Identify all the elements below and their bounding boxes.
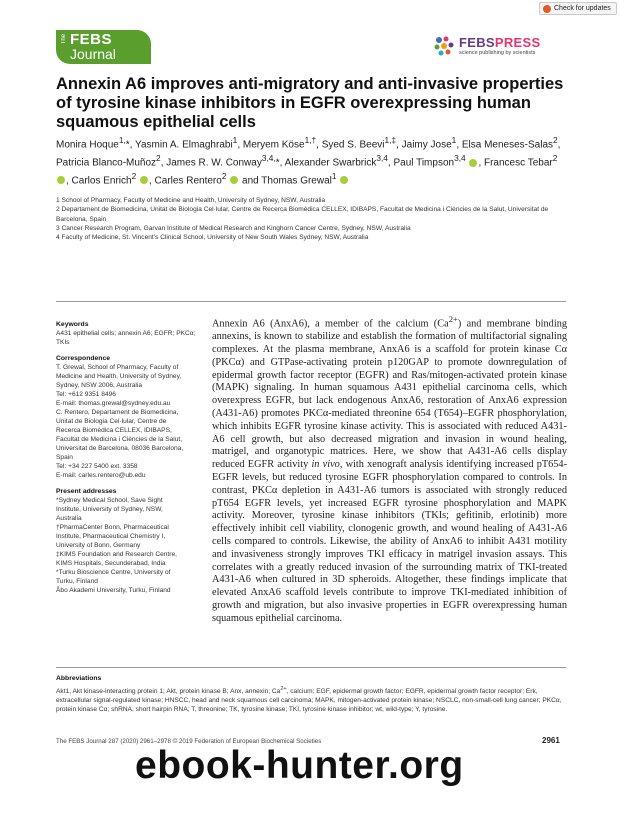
author-list: Monira Hoque$^{1,}$*, Yasmin A. Elmaghrabi$^1$, Meryem Köse$^{1,\dagger}$, Syed S. Beevi$^{1,\ddagger}$, Jaimy Jose$^1$, Elsa Meneses-Salas$^2$, Patricia Blanco-Muñoz$^2$, James R. W. Conway$^{3,4,}$*, Alexander Swarbrick$^{3,4}$, Paul Timpson$^{3,4}$ , Francesc Tebar$^2$ , Carlos Enrich$^2$ , Carles Rentero$^2$ and Thomas Grewal$^1$ xyxy=(56,135,561,186)
correspondence-block xyxy=(56,354,206,480)
watermark-text: ebook-hunter.org xyxy=(135,744,464,787)
correspondence-line: E-mail: carles.rentero@ub.edu xyxy=(56,472,146,479)
present-address-line: Institute, University of Sydney, NSW, xyxy=(56,506,163,513)
present-address-line: *Turku Bioscience Centre, University of xyxy=(56,569,171,576)
article-title: Annexin A6 improves anti-migratory and anti-invasive properties of tyrosine kinase inhibitors in EGFR overexpressing human squamous epithelial cells xyxy=(56,75,564,131)
present-address-line: Turku, Finland xyxy=(56,578,98,585)
correspondence-heading: Correspondence xyxy=(56,355,111,362)
abbreviations-text: Akt1, Akt kinase-interacting protein 1; Akt, protein kinase B; Anx, annexin; $Ca^{2+}$, calcium; EGF, epidermal growth factor; EGFR, epidermal growth factor receptor; Erk, extracellular signal-regulated kinase; HNSCC, head and neck squamous cell carcinoma; MAPK, mitogen-activated protein kinase; NSCLC, non-small-cell lung cancer; PKCα, protein kinase Cα; shRNA, short hairpin RNA; T, threonine; TK, tyrosine kinase; TKI, tyrosine kinase inhibitor; wt, wild-type; Y, tyrosine. xyxy=(56,686,562,714)
febs-journal-logo: The FEBS Journal xyxy=(56,30,151,64)
febs-press-logo: FEBSPRESS science publishing by scientists xyxy=(433,35,573,59)
present-address-line: *Sydney Medical School, Save Sight xyxy=(56,497,163,504)
correspondence-line: Facultat de Medicina i Ciències de la Salut, xyxy=(56,436,183,443)
present-address-line: Institute, Pharmaceutical Chemistry I, xyxy=(56,533,166,540)
footer-citation: The FEBS Journal 287 (2020) 2961–2978 © 2019 Federation of European Biochemical Societies xyxy=(56,738,322,745)
divider xyxy=(56,301,566,302)
correspondence-line: Recerca Biomèdica CELLEX, IDIBAPS, xyxy=(56,427,172,434)
correspondence-line: Universitat de Barcelona, 08036 Barcelona, xyxy=(56,445,184,452)
affiliation-3: 3 Cancer Research Program, Garvan Institute of Medical Research and Kinghorn Cancer Centre, Sydney, NSW, Australia xyxy=(56,224,411,232)
correspondence-line: Unitat de Biologia Cel·lular, Centre de xyxy=(56,418,167,425)
affiliation-2: 2 Departament de Biomedicina, Unitat de Biologia Cel·lular, Centre de Recerca Biomèdica CELLEX, IDIBAPS, Facultat de Medicina i Ciències de la Salut, Universitat de Barcelona, Spain xyxy=(56,206,549,223)
refresh-icon xyxy=(543,5,551,13)
present-addresses-heading: Present addresses xyxy=(56,488,117,495)
present-addresses-lines xyxy=(56,496,206,595)
correspondence-line: T. Grewal, School of Pharmacy, Faculty of xyxy=(56,364,179,371)
present-address-line: †PharmaCenter Bonn, Pharmaceutical xyxy=(56,524,169,531)
present-address-line: Australia xyxy=(56,515,82,522)
correspondence-line: Medicine and Health, University of Sydney, xyxy=(56,373,182,380)
divider xyxy=(56,667,566,668)
page-number: 2961 xyxy=(542,736,560,745)
correspondence-line: Sydney, NSW 2006, Australia xyxy=(56,382,143,389)
sidebar xyxy=(56,320,206,602)
affiliations xyxy=(56,196,576,242)
present-address-line: University of Bonn, Germany xyxy=(56,542,141,549)
febs-press-dots-icon xyxy=(433,35,455,57)
check-for-updates-label: Check for updates xyxy=(554,5,611,12)
correspondence-lines xyxy=(56,363,206,480)
present-address-line: Åbo Akademi University, Turku, Finland xyxy=(56,587,171,594)
correspondence-line: Spain xyxy=(56,454,73,461)
keywords-heading: Keywords xyxy=(56,321,89,328)
present-address-line: ‡KIMS Foundation and Research Centre, xyxy=(56,551,177,558)
abbreviations-heading: Abbreviations xyxy=(56,675,102,682)
present-addresses-block xyxy=(56,487,206,595)
present-address-line: KIMS Hospitals, Secunderabad, India xyxy=(56,560,166,567)
correspondence-line: Tel: +612 9351 8496 xyxy=(56,391,116,398)
affiliation-1: 1 School of Pharmacy, Faculty of Medicine and Health, University of Sydney, NSW, Australia xyxy=(56,197,326,204)
keywords-text: A431 epithelial cells; annexin A6; EGFR; PKCα; TKIs xyxy=(56,330,196,346)
correspondence-line: E-mail: thomas.grewal@sydney.edu.au xyxy=(56,400,171,407)
check-for-updates-button[interactable] xyxy=(539,2,617,15)
keywords-block xyxy=(56,320,206,347)
abbreviations-block xyxy=(56,674,566,714)
abstract-text: Annexin A6 (AnxA6), a member of the calcium $(Ca^{2+})$ and membrane binding annexins, is known to stabilize and establish the formation of multifactorial signaling complexes. At the plasma membrane, AnxA6 is a scaffold for protein kinase Cα (PKCα) and GTPase-activating protein p120GAP to promote downregulation of epidermal growth factor receptor (EGFR) and Ras/mitogen-activated protein kinase (MAPK) signaling. In human squamous A431 epithelial carcinoma cells, which overexpress EGFR, but lack endogenous AnxA6, restoration of AnxA6 expression (A431-A6) promotes PKCα-mediated threonine 654 (T654)–EGFR phosphorylation, which inhibits EGFR tyrosine kinase activity. This is associated with reduced A431-A6 cell growth, but also decreased migration and invasion in wound healing, matrigel, and organotypic matrices. Here, we show that A431-A6 cells display reduced EGFR activity in vivo, with xenograft analysis identifying increased pT654-EGFR levels, but reduced tyrosine EGFR phosphorylation compared to controls. In contrast, PKCα depletion in A431-A6 tumors is associated with strongly reduced pT654 EGFR levels, yet increased EGFR tyrosine phosphorylation and MAPK activity. Moreover, tyrosine kinase inhibitors (TKIs; gefitinib, erlotinib) more effectively inhibit cell viability, clonogenic growth, and wound healing of A431-A6 cells compared to controls. Likewise, the ability of AnxA6 to inhibit A431 motility and invasiveness strongly improves TKI efficacy in matrigel invasion assays. This correlates with a greatly reduced invasion of the surrounding matrix of TKI-treated A431-A6 when cultured in 3D spheroids. Altogether, these findings implicate that elevated AnxA6 scaffold levels contribute to improve TKI-mediated inhibition of growth and migration, but also invasive properties in EGFR overexpressing human squamous epithelial carcinoma. xyxy=(212,314,568,624)
affiliation-4: 4 Faculty of Medicine, St. Vincent’s Clinical School, University of New South Wales Sydney, NSW, Australia xyxy=(56,234,369,242)
correspondence-line: C. Rentero, Departament de Biomedicina, xyxy=(56,409,179,416)
correspondence-line: Tel: +34 227 5400 ext. 3358 xyxy=(56,463,138,470)
